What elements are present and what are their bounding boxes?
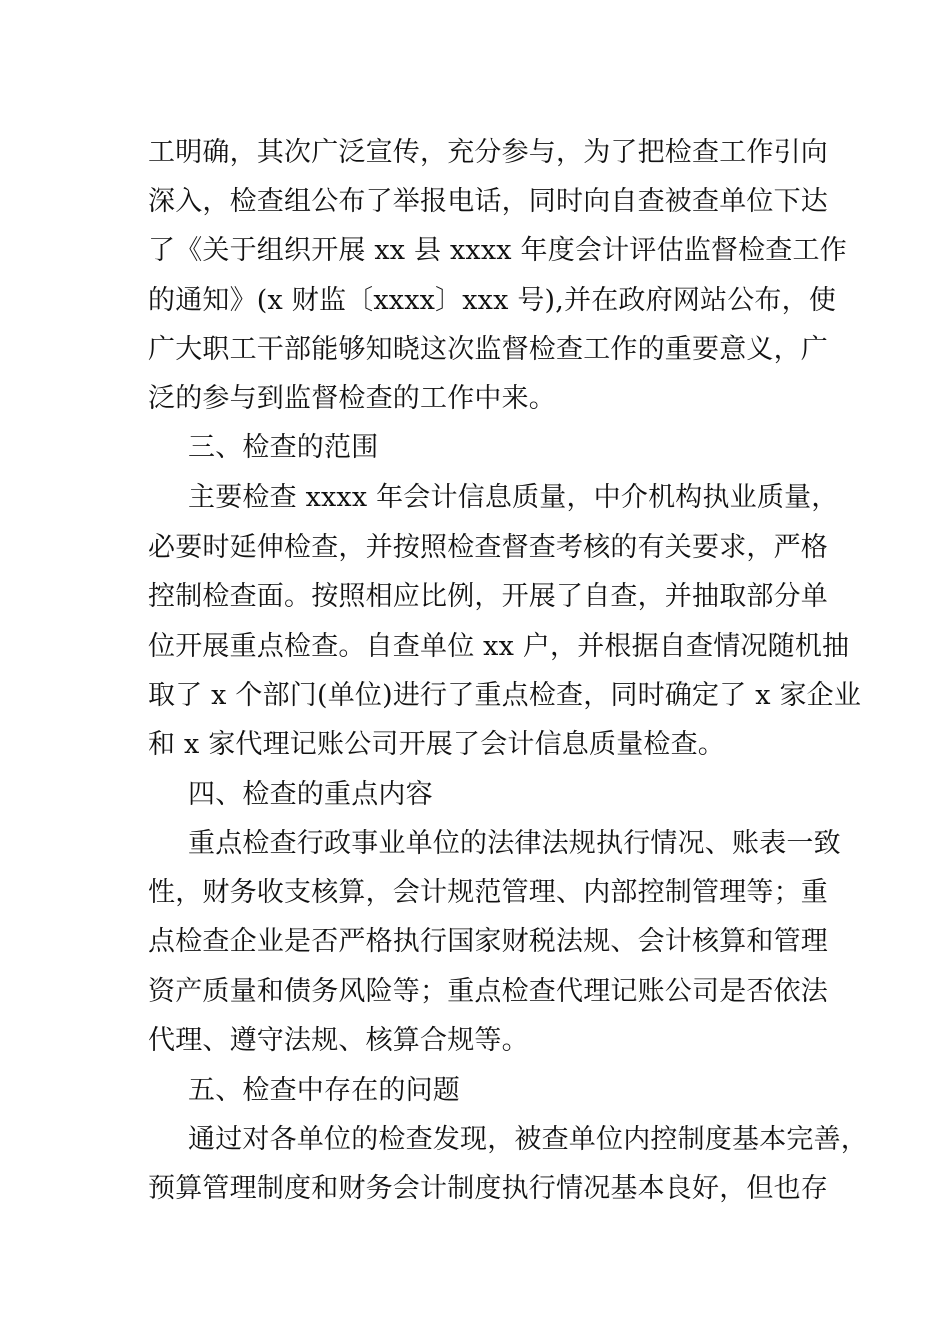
body-line: 泛的参与到监督检查的工作中来。 <box>148 383 556 414</box>
section-heading: 五、检查中存在的问题 <box>188 1075 460 1106</box>
paragraph-first-line: 通过对各单位的检查发现，被查单位内控制度基本完善， <box>188 1124 868 1155</box>
body-line: 控制检查面。按照相应比例，开展了自查，并抽取部分单 <box>148 581 828 612</box>
body-line: 必要时延伸检查，并按照检查督查考核的有关要求，严格 <box>148 532 828 563</box>
body-line: 广大职工干部能够知晓这次监督检查工作的重要意义，广 <box>148 334 828 365</box>
section-heading: 四、检查的重点内容 <box>188 779 433 810</box>
body-line: 资产质量和债务风险等；重点检查代理记账公司是否依法 <box>148 976 828 1007</box>
body-line: 点检查企业是否严格执行国家财税法规、会计核算和管理 <box>148 926 828 957</box>
body-line: 和 x 家代理记账公司开展了会计信息质量检查。 <box>148 729 725 760</box>
paragraph-first-line: 主要检查 xxxx 年会计信息质量，中介机构执业质量， <box>188 482 839 513</box>
body-line: 取了 x 个部门(单位)进行了重点检查，同时确定了 x 家企业 <box>148 680 862 711</box>
body-line: 代理、遵守法规、核算合规等。 <box>148 1025 529 1056</box>
body-line: 了《关于组织开展 xx 县 xxxx 年度会计评估监督检查工作 <box>148 235 847 266</box>
paragraph-first-line: 重点检查行政事业单位的法律法规执行情况、账表一致 <box>188 828 841 859</box>
body-line: 深入，检查组公布了举报电话，同时向自查被查单位下达 <box>148 186 828 217</box>
body-line: 位开展重点检查。自查单位 xx 户，并根据自查情况随机抽 <box>148 631 850 662</box>
body-line: 工明确，其次广泛宣传，充分参与，为了把检查工作引向 <box>148 137 828 168</box>
body-line: 性，财务收支核算，会计规范管理、内部控制管理等；重 <box>148 877 828 908</box>
body-line: 的通知》(x 财监〔xxxx〕xxx 号),并在政府网站公布，使 <box>148 285 837 316</box>
body-line: 预算管理制度和财务会计制度执行情况基本良好，但也存 <box>148 1173 828 1204</box>
section-heading: 三、检查的范围 <box>188 432 379 463</box>
